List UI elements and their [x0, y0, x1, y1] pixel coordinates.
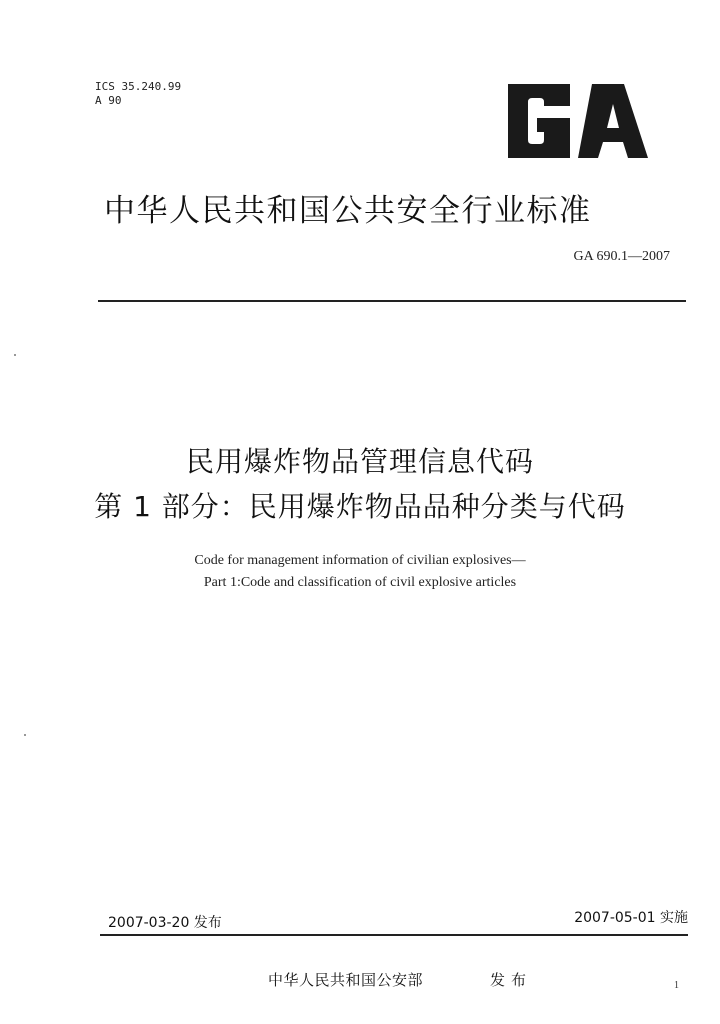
bottom-divider: [100, 934, 688, 936]
english-title-line-2: Part 1:Code and classification of civil explosive articles: [203, 575, 517, 590]
implementation-date: 2007-05-01 实施: [574, 910, 688, 926]
class-code: A 90: [95, 94, 122, 107]
top-divider: [98, 300, 686, 302]
issuing-authority: 中华人民共和国公安部: [268, 971, 424, 989]
standard-number: GA 690.1—2007: [573, 249, 670, 264]
ga-logo: [504, 84, 648, 158]
ics-code: ICS 35.240.99: [95, 80, 182, 93]
ics-classification: [95, 80, 181, 108]
english-title-line-1: Code for management information of civilian explosives—: [194, 553, 526, 568]
publish-label: 发布: [490, 971, 533, 989]
scan-speck: [24, 734, 26, 736]
chinese-title-line-1: 民用爆炸物品管理信息代码: [185, 445, 534, 478]
standard-category-title: 中华人民共和国公共安全行业标准: [104, 193, 592, 229]
english-title: [0, 550, 720, 594]
chinese-title-line-2: 第 1 部分：民用爆炸物品品种分类与代码: [94, 490, 626, 523]
scan-speck: [14, 354, 16, 356]
issue-date: 2007-03-20 发布: [108, 915, 222, 931]
page-number: 1: [674, 980, 679, 991]
